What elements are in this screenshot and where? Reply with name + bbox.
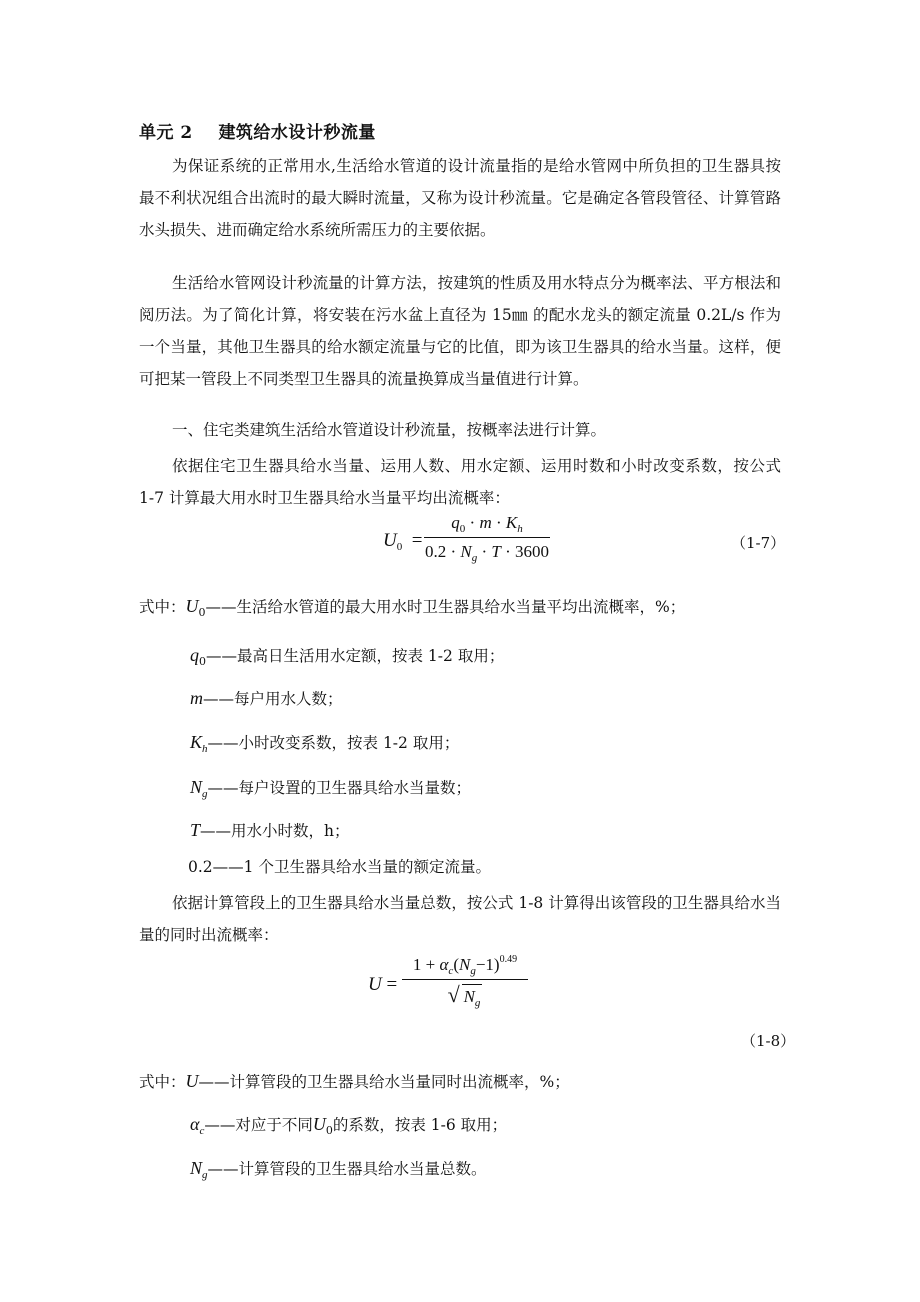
definition-rated-flow: 0.2——1 个卫生器具给水当量的额定流量。 [188,858,491,876]
definition-u: 式中：U——计算管段的卫生器具给水当量同时出流概率，%； [139,1071,570,1091]
equation-1-7-lhs: $U_0$ = [383,530,423,553]
equation-1-7-numerator: $q_0 \cdot m \cdot K_h$ [451,513,523,535]
definition-alpha-c: $\alpha_c——$对应于不同$U_0$的系数，按表 1-6 取用； [190,1114,508,1137]
paragraph-methods: 生活给水管网设计秒流量的计算方法，按建筑的性质及用水特点分为概率法、平方根法和阅历法。为了简化计算，将安装在污水盆上直径为 15㎜ 的配水龙头的额定流量 0.2L/s 作为一个当量，其他卫生器具的给水额定流量与它的比值，即为该卫生器具的给水当量。这样，便可把某一管段上不同类型卫生器具的流量换算成当量值进行计算。 [139,274,781,388]
paragraph-formula-1-7-intro: 依据住宅卫生器具给水当量、运用人数、用水定额、运用时数和小时改变系数，按公式 1-7 计算最大用水时卫生器具给水当量平均出流概率： [139,457,781,507]
definition-t: T——用水小时数，h； [190,820,350,840]
square-root: √ $N_g$ [447,982,481,1009]
equation-1-7-denominator: $0.2 \cdot N_g \cdot T \cdot 3600$ [424,537,550,562]
unit-label: 单元 2 [139,123,193,143]
section-title: 建筑给水设计秒流量 [218,123,376,143]
equation-1-8-fraction [402,955,528,1007]
definition-m: m——每户用水人数； [190,688,343,708]
paragraph-formula-1-8-intro: 依据计算管段上的卫生器具给水当量总数，按公式 1-8 计算得出该管段的卫生器具给水当量的同时出流概率： [139,894,781,944]
definition-u0: 式中：$U_0——$生活给水管道的最大用水时卫生器具给水当量平均出流概率，%； [139,596,686,619]
section-heading [139,118,376,143]
equation-1-8-number: （1-8） [741,1032,796,1050]
paragraph-residential: 一、住宅类建筑生活给水管道设计秒流量，按概率法进行计算。 [172,421,607,439]
equation-1-7-number: （1-7） [731,534,786,552]
equation-1-8-numerator: $1 + \alpha_c(N_g-1)^{0.49}$ [412,954,518,977]
definition-kh: $K_h——$小时改变系数，按表 1-2 取用； [190,732,460,755]
definition-q0: $q_0——$最高日生活用水定额，按表 1-2 取用； [190,645,505,668]
equation-1-8-denominator [402,979,528,1007]
definition-ng: $N_g——$每户设置的卫生器具给水当量数； [190,777,472,800]
equation-1-8-lhs: U = [368,974,398,995]
paragraph-intro: 为保证系统的正常用水,生活给水管道的设计流量指的是给水管网中所负担的卫生器具按最不利状况组合出流时的最大瞬时流量，又称为设计秒流量。它是确定各管段管径、计算管路水头损失、进而确定给水系统所需压力的主要依据。 [139,157,781,239]
definition-ng-total: $N_g——$计算管段的卫生器具给水当量总数。 [190,1158,487,1181]
equation-1-7-fraction [424,513,550,562]
